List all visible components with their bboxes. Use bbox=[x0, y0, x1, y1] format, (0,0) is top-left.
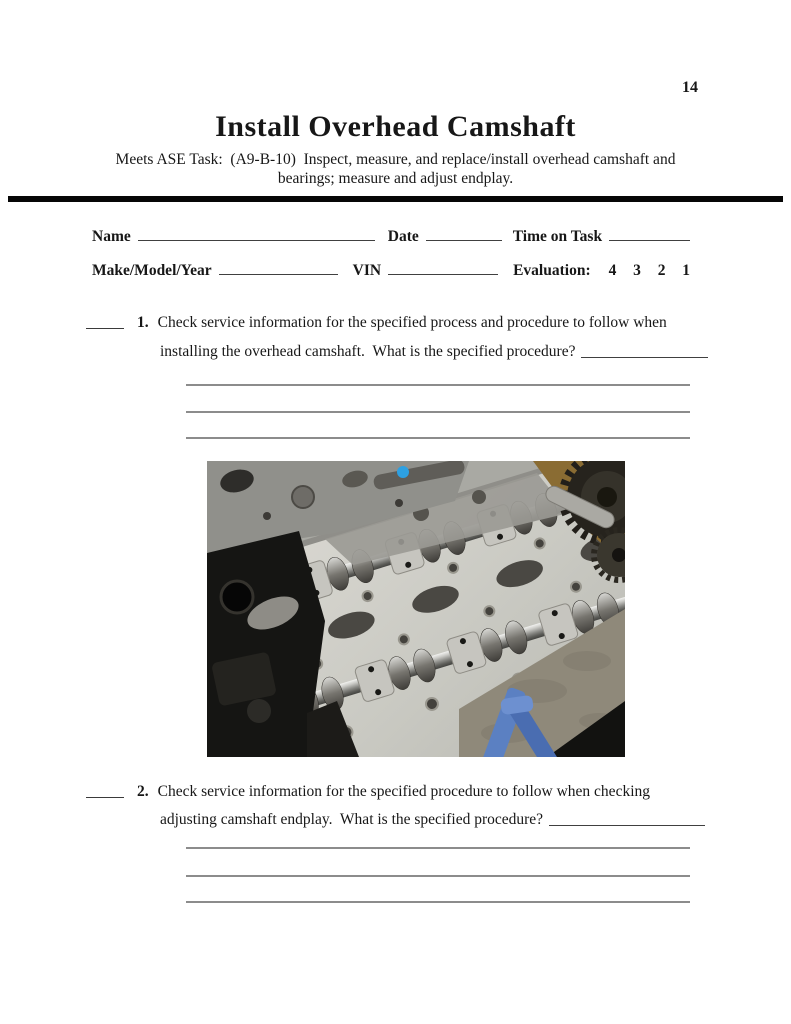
time-on-task-label: Time on Task bbox=[512, 228, 603, 245]
date-label: Date bbox=[387, 228, 419, 245]
question-2-line-2 bbox=[160, 811, 705, 829]
doc-title: Install Overhead Camshaft bbox=[215, 110, 576, 143]
evaluation-scale bbox=[591, 262, 690, 280]
vin-label: VIN bbox=[352, 262, 382, 279]
vin-blank-line bbox=[388, 259, 498, 275]
ase-task-line-2: bearings; measure and adjust endplay. bbox=[277, 170, 514, 187]
page-number: 14 bbox=[682, 79, 698, 96]
evaluation-score-1: 1 bbox=[682, 262, 690, 279]
question-1-inline-answer-blank bbox=[581, 343, 708, 358]
question-2-number: 2. bbox=[137, 783, 149, 800]
name-label: Name bbox=[92, 228, 131, 245]
question-1-answer-line bbox=[186, 411, 690, 413]
header-divider-rule bbox=[8, 196, 783, 202]
question-1-line-2 bbox=[160, 343, 708, 361]
evaluation-score-4: 4 bbox=[608, 262, 617, 279]
question-1-line-1 bbox=[86, 314, 667, 332]
question-2-text-continued: adjusting camshaft endplay. What is the specified procedure? bbox=[160, 811, 544, 828]
name-blank-line bbox=[138, 225, 375, 241]
question-1-number: 1. bbox=[137, 314, 149, 331]
question-2-grade-blank bbox=[86, 783, 124, 798]
question-1-answer-line bbox=[186, 384, 690, 386]
question-2-answer-line bbox=[186, 875, 690, 877]
ase-task-line-1: Meets ASE Task: (A9-B-10) Inspect, measure, and replace/install overhead camshaft and bbox=[115, 151, 676, 168]
question-1-text-continued: installing the overhead camshaft. What is the specified procedure? bbox=[160, 343, 576, 360]
question-2-inline-answer-blank bbox=[549, 811, 705, 826]
question-1-text: Check service information for the specified process and procedure to follow when bbox=[157, 314, 667, 331]
info-row-2 bbox=[92, 259, 690, 280]
date-blank-line bbox=[426, 225, 502, 241]
evaluation-label: Evaluation: bbox=[513, 262, 591, 279]
evaluation-score-3: 3 bbox=[633, 262, 641, 279]
question-2-text: Check service information for the specified procedure to follow when checking bbox=[157, 783, 650, 800]
engine-camshaft-photo bbox=[207, 461, 625, 757]
question-1-grade-blank bbox=[86, 314, 124, 329]
question-2-line-1 bbox=[86, 783, 650, 801]
evaluation-score-2: 2 bbox=[657, 262, 666, 279]
question-2-answer-line bbox=[186, 901, 690, 903]
question-1-answer-line bbox=[186, 437, 690, 439]
make-model-year-label: Make/Model/Year bbox=[92, 262, 212, 279]
question-2-answer-line bbox=[186, 847, 690, 849]
blue-marker-dot bbox=[397, 466, 409, 478]
info-row-1 bbox=[92, 225, 690, 246]
make-model-year-blank-line bbox=[219, 259, 338, 275]
time-on-task-blank-line bbox=[609, 225, 690, 241]
